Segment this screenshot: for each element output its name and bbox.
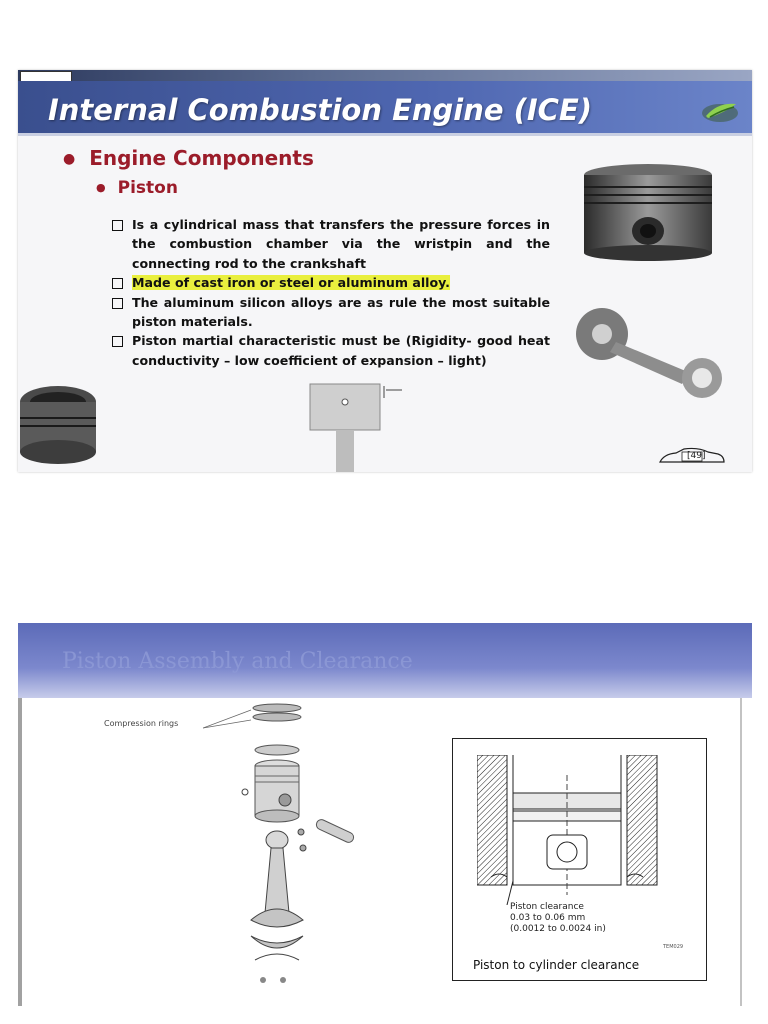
clearance-spec bbox=[510, 902, 606, 935]
list-item-text: Piston martial characteristic must be (Rigidity- good heat conductivity – low coefficient of expansion – light) bbox=[132, 333, 550, 368]
slide-top-strip bbox=[18, 70, 752, 81]
checkbox-bullet-icon bbox=[112, 220, 123, 231]
piston-bullet-list bbox=[110, 215, 550, 370]
title-divider bbox=[18, 133, 752, 136]
section-heading bbox=[63, 146, 314, 170]
list-item-text: The aluminum silicon alloys are as rule the most suitable piston materials. bbox=[132, 294, 550, 330]
list-item bbox=[110, 293, 550, 332]
list-item bbox=[110, 215, 550, 273]
checkbox-bullet-icon bbox=[112, 298, 123, 309]
figure-code: TEM029 bbox=[663, 944, 684, 950]
list-item-text: Is a cylindrical mass that transfers the pressure forces in the combustion chamber via the wristpin and the connecting rod to the crankshaft bbox=[132, 217, 550, 271]
highlighted-text: Made of cast iron or steel or aluminum alloy. bbox=[132, 275, 450, 291]
slide-title-bar bbox=[18, 81, 752, 133]
subsection-heading-text: Piston bbox=[117, 178, 178, 198]
figure-caption: Piston to cylinder clearance bbox=[473, 958, 640, 972]
piston-assembly-exploded-diagram bbox=[203, 698, 378, 998]
bullet-dot-icon: ● bbox=[63, 151, 76, 167]
slide-left-border bbox=[18, 698, 22, 1006]
slide-title-bar bbox=[18, 623, 752, 698]
slide-title: Piston Assembly and Clearance bbox=[62, 649, 413, 674]
leaf-logo-icon bbox=[700, 98, 740, 124]
slide-title: Internal Combustion Engine (ICE) bbox=[48, 93, 593, 127]
piston-crown-photo bbox=[18, 382, 96, 466]
slide-right-border bbox=[740, 698, 742, 1006]
piston-in-cylinder-drawing bbox=[477, 755, 687, 905]
checkbox-bullet-icon bbox=[112, 278, 123, 289]
piston-photo bbox=[583, 163, 713, 263]
clearance-mm: 0.03 to 0.06 mm bbox=[510, 913, 586, 923]
clearance-in: (0.0012 to 0.0024 in) bbox=[510, 924, 606, 934]
clearance-label: Piston clearance bbox=[510, 902, 584, 912]
page-number: [49] bbox=[687, 451, 706, 461]
compression-rings-label: Compression rings bbox=[104, 719, 179, 728]
slide-engine-components bbox=[18, 70, 752, 472]
list-item bbox=[110, 273, 550, 292]
checkbox-bullet-icon bbox=[112, 336, 123, 347]
list-item bbox=[110, 331, 550, 370]
subsection-heading bbox=[96, 178, 178, 198]
piston-diagram bbox=[306, 380, 416, 472]
bullet-dot-icon: ● bbox=[96, 181, 106, 194]
piston-clearance-figure bbox=[452, 738, 707, 981]
connecting-rod-photo bbox=[570, 292, 730, 402]
slide-piston-assembly bbox=[18, 623, 752, 1006]
section-heading-text: Engine Components bbox=[89, 146, 314, 170]
